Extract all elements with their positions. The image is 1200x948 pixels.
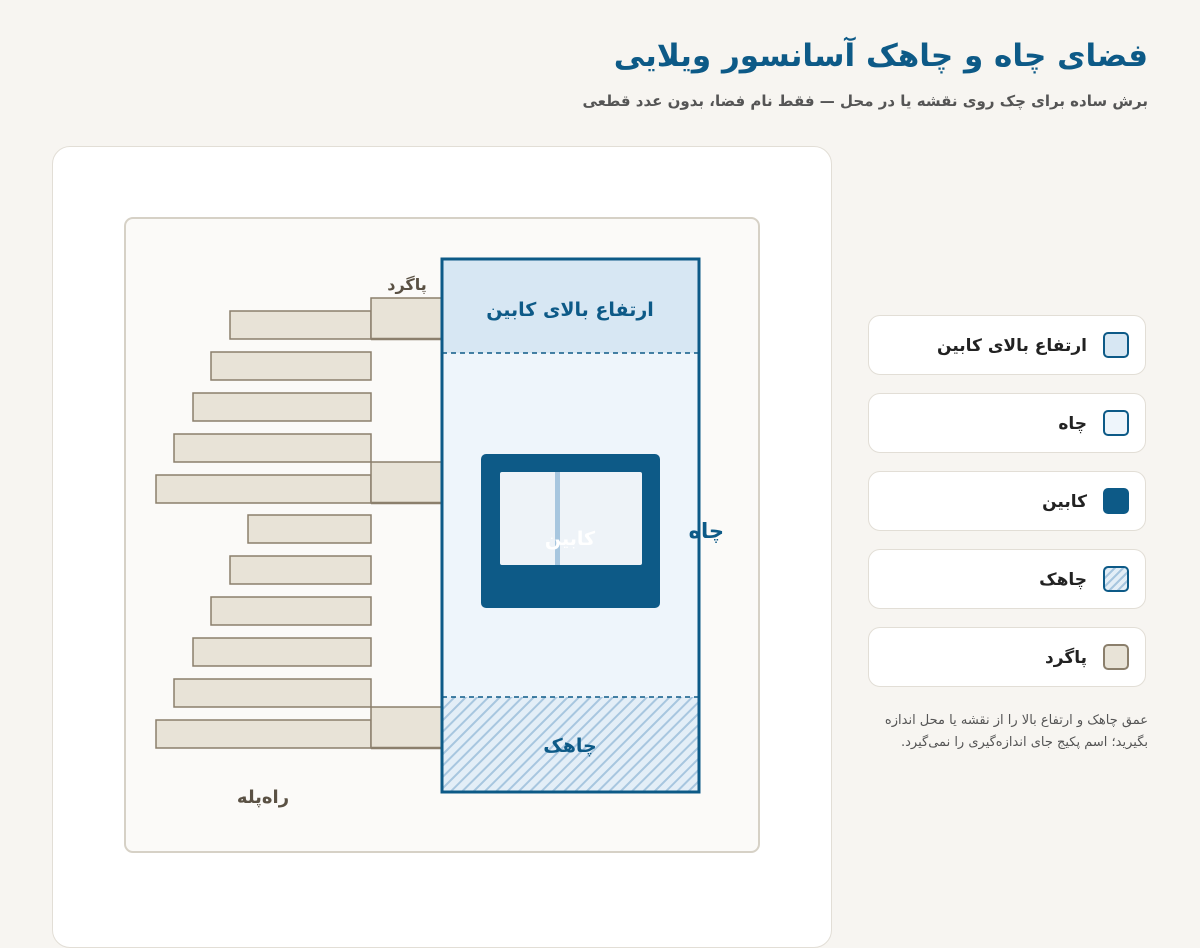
stair-step [156,475,371,503]
landing-lower [371,707,442,748]
page-subtitle: برش ساده برای چک روی نقشه یا در محل — فقط نام فضا، بدون عدد قطعی [582,92,1148,110]
pit-label: چاهک [543,735,597,757]
stair-step [211,597,371,625]
legend-item-pit [868,549,1146,609]
legend-label: چاه [1058,414,1087,434]
landing-middle [371,462,442,503]
stair-step [193,393,371,421]
shaft-label: چاه [688,519,724,543]
stair-step [230,311,371,339]
cabin-swatch [1103,488,1129,514]
stair-step [193,638,371,666]
stair-step [156,720,371,748]
cabin [481,454,660,608]
measurement-note: عمق چاهک و ارتفاع بالا را از نقشه یا محل اندازه بگیرید؛ اسم پکیج جای اندازه‌گیری را نمی‌گیرد. [884,713,1148,750]
stair-step [230,556,371,584]
legend-item-landing [868,627,1146,687]
legend-label: کابین [1042,492,1087,512]
pit-swatch [1103,566,1129,592]
overhead-label: ارتفاع بالای کابین [486,299,654,321]
stair-step [248,515,371,543]
landing-upper [371,298,442,339]
overhead-swatch [1103,332,1129,358]
diagram-card [52,146,832,948]
legend-item-cabin [868,471,1146,531]
page-title: فضای چاه و چاهک آسانسور ویلایی [613,38,1148,74]
legend-label: پاگرد [1045,648,1087,668]
shaft-swatch [1103,410,1129,436]
landing-swatch [1103,644,1129,670]
landing-label: پاگرد [387,275,427,294]
elevator-section-diagram [53,147,831,901]
legend-item-overhead [868,315,1146,375]
cabin-label: کابین [544,528,596,550]
legend-label: چاهک [1039,570,1087,590]
legend-label: ارتفاع بالای کابین [937,336,1087,356]
stair-step [211,352,371,380]
legend-item-shaft [868,393,1146,453]
stair-step [174,679,371,707]
stair-step [174,434,371,462]
stair-label: راه‌پله [236,787,290,808]
